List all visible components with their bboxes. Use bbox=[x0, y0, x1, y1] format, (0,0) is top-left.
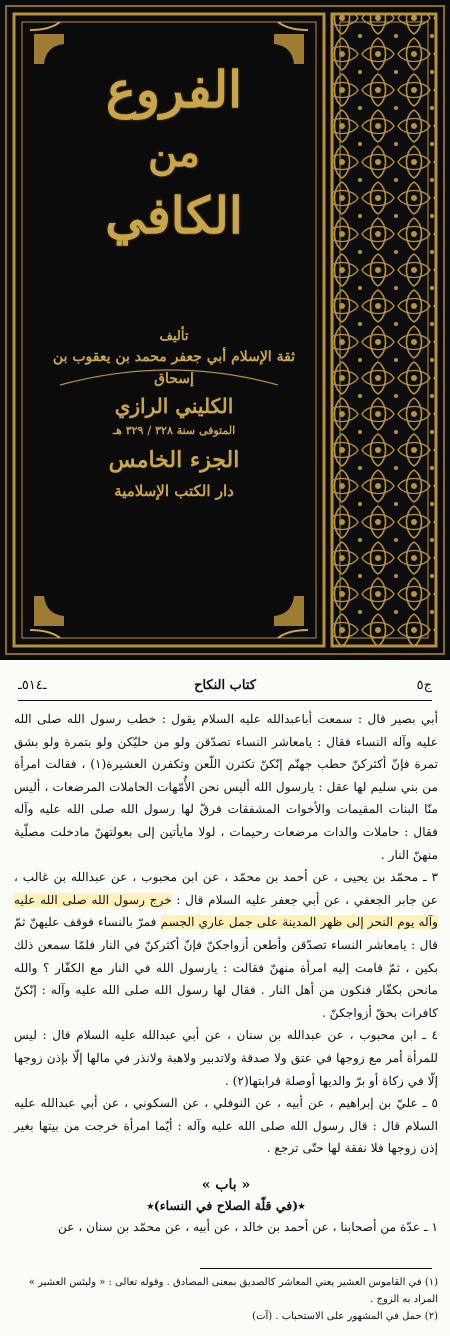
hadith-paragraph: ٣ ـ محمّد بن يحيى ، عن أحمد بن محمّد ، عن ابن محبوب ، عن عبدالله بن غالب ، عن جابر الجعفي ، عن أبي جعفر عليه السلام قال : خرج رسول الله صلى الله عليه وآله يوم النحر إلى ظهر المدينة على جمل عاري الجسم فمرّ بالنساء فوقف عليهنّ ثمّ قال : يامعاشر النساء تصدّقن وأطعن أزواجكنّ فإنّ أكثركنّ في النار فلمّا سمعن ذلك بكين ، ثمّ قامت إليه امرأة منهنّ فقالت : يارسول الله في النار مع الكفّار ؟ والله مانحن بكفّار فنكون من أهل النار . فقال لها رسول الله صلى الله عليه وآله : إنّكنّ كافرات بحقّ أزواجكنّ . bbox=[14, 870, 438, 1020]
page-number: ـ٥١٤ـ bbox=[18, 678, 47, 693]
page-header bbox=[18, 678, 432, 698]
highlighted-text: خرج رسول الله صلى الله عليه وآله يوم النحر إلى ظهر المدينة على جمل عاري الجسم bbox=[14, 892, 438, 930]
hadith-body bbox=[14, 708, 438, 1238]
footnotes bbox=[14, 1274, 438, 1325]
cover-title-1: الفروع bbox=[106, 60, 242, 119]
header-rule bbox=[18, 700, 432, 701]
footnote-1: (١) في القاموس العشير يعني المعاشر كالصديق بمعنى المصادق . وقوله تعالى : « ولبئس العشير » المراد به الزوج . bbox=[28, 1277, 438, 1305]
chapter-title: ٭(في قلّة الصلاح في النساء)٭ bbox=[146, 1197, 305, 1213]
cover-died: المتوفى سنة ٣٢٨ / ٣٢٩ هـ bbox=[112, 424, 236, 437]
cover-author-1: ثقة الإسلام أبي جعفر محمد بن يعقوب بن إسحاق bbox=[52, 349, 296, 387]
chapter-first-line: ١ ـ عدّة من أصحابنا ، عن أحمد بن خالد ، عن أبيه ، عن محمّد بن سنان ، عن bbox=[57, 1219, 438, 1234]
cover-by: تأليف bbox=[159, 329, 189, 344]
book-cover bbox=[0, 0, 450, 660]
hadith-paragraph: ٥ ـ عليّ بن إبراهيم ، عن أبيه ، عن النوفلي ، عن السكوني ، عن أبي عبدالله عليه السلام قال : قال رسول الله صلى الله عليه وآله : أيّما امرأة خرجت من بيتها بغير إذن زوجها فلا نفقة لها حتّى ترجع . bbox=[14, 1096, 438, 1156]
volume-number: ج٥ bbox=[416, 678, 432, 693]
text-page bbox=[0, 660, 450, 1336]
chapter-heading: « باب » bbox=[201, 1176, 251, 1193]
cover-volume: الجزء الخامس bbox=[108, 447, 240, 473]
book-title: كتاب النكاح bbox=[194, 678, 256, 693]
footnote-2: (٢) حمل في المشهور على الاستحباب . (آت) bbox=[252, 1311, 438, 1322]
footnote-rule bbox=[200, 1268, 432, 1269]
cover-author-2: الكليني الرازي bbox=[114, 394, 234, 418]
cover-publisher: دار الكتب الإسلامية bbox=[114, 482, 234, 500]
cover-title-2: من bbox=[148, 129, 200, 176]
hadith-paragraph: أبي بصير قال : سمعت أباعبدالله عليه السلام يقول : خطب رسول الله صلى الله عليه وآله النساء فقال : يامعاشر النساء تصدّقن ولو من حليّكن ولو بتمرة ولو بشق تمرة فإنّ أكثركنّ حطب جهنّم إنّكنّ تكثرن اللّعن وتكفرن العشيرة(١) ، فقالت امرأة من بني سليم لها عقل : يارسول الله أليس نحن الأُمّهات الحاملات المرضعات ، أليس منّا البنات المقيمات والأخوات المشفقات فرقّ لها رسول الله صلى الله عليه وآله فقال : حاملات والدات مرضعات رحيمات ، لولا مايأتين إلى بعولتهنّ مادخلت مصلّية منهنّ النار . bbox=[14, 712, 439, 862]
cover-title-3: الكافي bbox=[105, 186, 243, 245]
hadith-paragraph: ٤ ـ ابن محبوب ، عن عبدالله بن سنان ، عن أبي عبدالله عليه السلام قال : ليس للمرأة أمر مع زوجها في عتق ولا صدقة ولاتدبير ولاهبة ولانذر في مالها إلّا بإذن زوجها إلّا في زكاة أو برّ والديها أوصلة قرابتها(٢) . bbox=[14, 1028, 438, 1088]
